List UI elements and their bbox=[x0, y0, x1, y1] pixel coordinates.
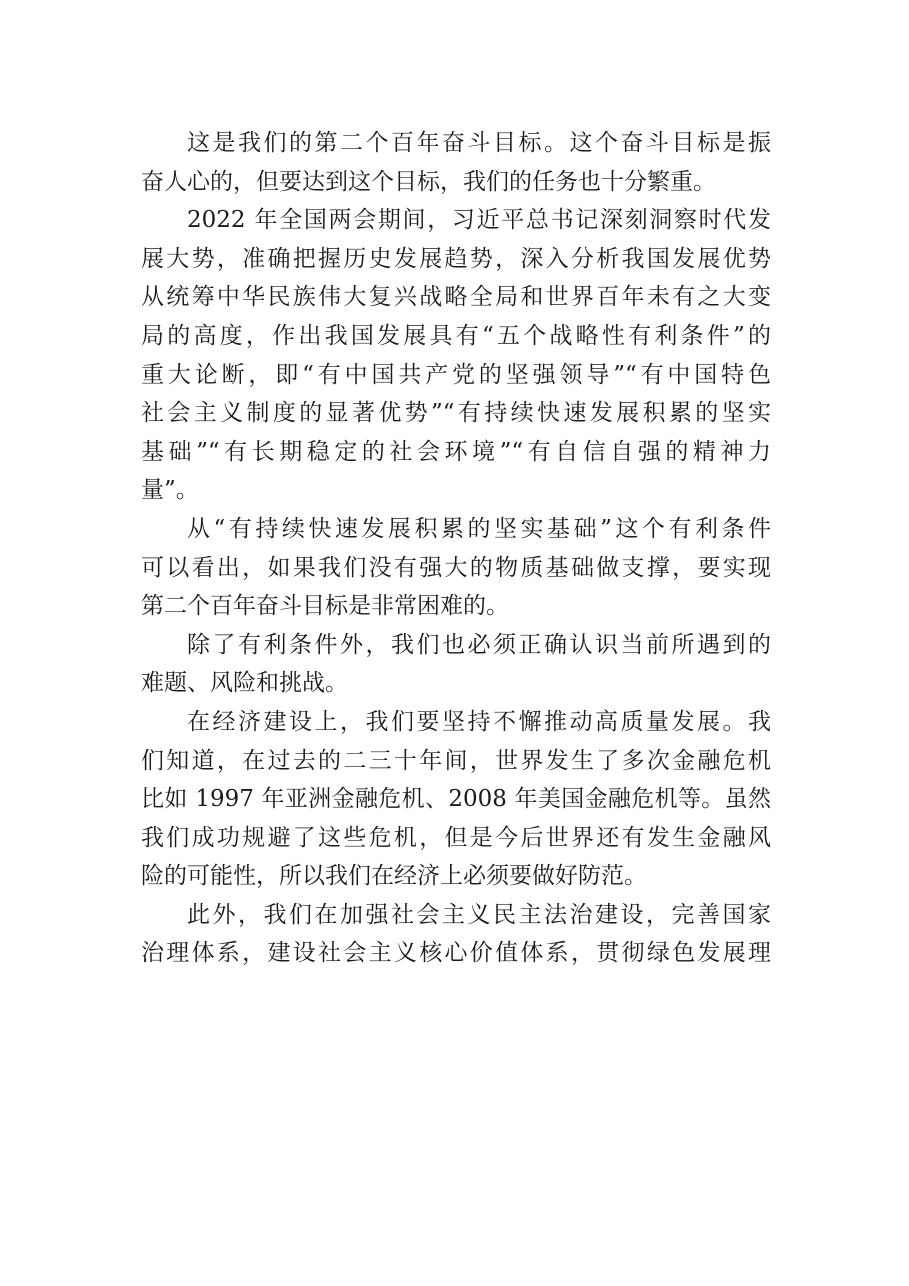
paragraph-5 bbox=[141, 703, 771, 896]
text-line: 重大论断，即“有中国共产党的坚强领导”“有中国特色 bbox=[141, 361, 771, 388]
text-line: 们知道，在过去的二三十年间，世界发生了多次金融危机 bbox=[141, 747, 771, 774]
paragraph-3 bbox=[141, 510, 771, 626]
text-line: 基础”“有长期稳定的社会环境”“有自信自强的精神力 bbox=[141, 438, 771, 465]
text-line: 局的高度，作出我国发展具有“五个战略性有利条件”的 bbox=[141, 322, 771, 349]
text-line: 除了有利条件外，我们也必须正确认识当前所遇到的 bbox=[187, 631, 771, 658]
text-line: 我们成功规避了这些危机，但是今后世界还有发生金融风 bbox=[141, 824, 771, 851]
text-line: 社会主义制度的显著优势”“有持续快速发展积累的坚实 bbox=[141, 400, 771, 427]
text-line: 第二个百年奋斗目标是非常困难的。 bbox=[141, 593, 509, 620]
text-line: 比如 1997 年亚洲金融危机、2008 年美国金融危机等。虽然 bbox=[141, 786, 771, 813]
text-line: 可以看出，如果我们没有强大的物质基础做支撑，要实现 bbox=[141, 554, 771, 581]
body-text bbox=[141, 124, 771, 973]
paragraph-1 bbox=[141, 124, 771, 201]
text-line: 从“有持续快速发展积累的坚实基础”这个有利条件 bbox=[187, 515, 771, 542]
text-line: 治理体系，建设社会主义核心价值体系，贯彻绿色发展理 bbox=[141, 940, 771, 967]
text-line: 展大势，准确把握历史发展趋势，深入分析我国发展优势 bbox=[141, 245, 771, 272]
paragraph-4 bbox=[141, 626, 771, 703]
text-line: 量”。 bbox=[141, 477, 199, 504]
text-line: 这是我们的第二个百年奋斗目标。这个奋斗目标是振 bbox=[187, 130, 771, 156]
paragraph-6 bbox=[141, 896, 771, 973]
text-line: 奋人心的，但要达到这个目标，我们的任务也十分繁重。 bbox=[141, 168, 716, 195]
text-line: 险的可能性，所以我们在经济上必须要做好防范。 bbox=[141, 863, 647, 890]
text-line: 难题、风险和挑战。 bbox=[141, 670, 348, 697]
text-line: 从统筹中华民族伟大复兴战略全局和世界百年未有之大变 bbox=[141, 284, 771, 311]
paragraph-2 bbox=[141, 201, 771, 510]
text-line: 2022 年全国两会期间，习近平总书记深刻洞察时代发 bbox=[187, 207, 771, 234]
text-line: 此外，我们在加强社会主义民主法治建设，完善国家 bbox=[187, 901, 771, 928]
text-line: 在经济建设上，我们要坚持不懈推动高质量发展。我 bbox=[187, 708, 771, 735]
